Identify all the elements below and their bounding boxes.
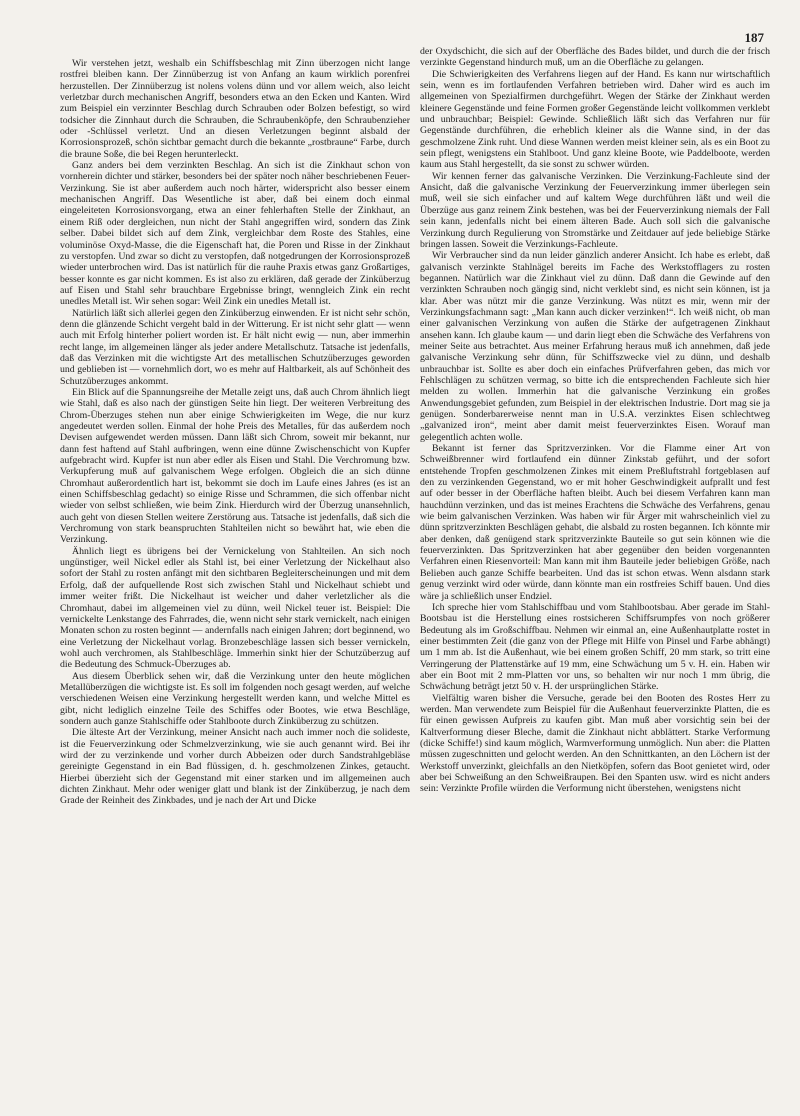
paragraph: Vielfältig waren bisher die Versuche, gerade bei den Booten des Rostes Herr zu werden. Man verwendete zum Beispiel für die Außenhaut feuerverzinkte Platten, die es für einen gewissen Aufpreis zu kaufen gibt. Man muß aber vorsichtig sein bei der Kaltverformung dieser Bleche, damit die Zinkhaut nicht abblättert. Starke Verformung (dicke Schiffe!) sind kaum möglich, Warmverformung unmöglich. Nun aber: die Platten müssen zugeschnitten und gelocht werden. An den Schnittkanten, an den Löchern ist der Werkstoff unverzinkt, gleichfalls an den Nietköpfen, sofern das Boot genietet wird, oder aber bei Schweißung an den Schweißraupen. Bei den Spanten usw. wird es nicht anders sein: Verzinkte Profile würden die Verformung nicht überstehen, wenigstens nicht — [420, 692, 770, 795]
paragraph: der Oxydschicht, die sich auf der Oberfläche des Bades bildet, und durch die der frisch verzinkte Gegenstand hindurch muß, um an die Oberfläche zu gelangen. — [420, 46, 770, 69]
paragraph: Ein Blick auf die Spannungsreihe der Metalle zeigt uns, daß auch Chrom ähnlich liegt wie Stahl, daß es also nach der günstigen Seite hin liegt. Der weiteren Verbreitung des Chrom-Überzuges stehen nun aber einige Schwierigkeiten im Wege, die nur kurz angedeutet werden sollen. Einmal der hohe Preis des Metalles, für das außerdem noch Devisen aufgewendet werden müssen. Dann läßt sich Chrom, soweit mir bekannt, nur dann fest haftend auf Stahl aufbringen, wenn eine dünne Zwischenschicht von Kupfer aufgebracht wird. Kupfer ist nun aber edler als Eisen und Stahl. Die Verchromung bzw. Verkupferung muß auf galvanischem Wege erfolgen. Obgleich die an sich dünne Chromhaut außerordentlich hart ist, bekommt sie doch im Laufe eines Jahres (es ist an einen Schiffsbeschlag gedacht) so einige Risse und Schrammen, die sich offenbar nicht wieder von selbst schließen, wie beim Zink. Hierdurch wird der Überzug unansehnlich, auch geht von diesen Stellen weitere Zerstörung aus. Tatsache ist jedenfalls, daß sich die Verchromung von stark beanspruchten Stahlteilen nicht so bewährt hat, wie eben die Verzinkung. — [60, 386, 410, 546]
page-number: 187 — [744, 30, 764, 45]
left-column — [60, 58, 410, 807]
paragraph: Ähnlich liegt es übrigens bei der Vernickelung von Stahlteilen. An sich noch ungünstiger, weil Nickel edler als Stahl ist, bei einer Verletzung der Nickelhaut also sofort der Stahl zu rosten anfängt mit den sichtbaren Begleiterscheinungen und mit dem Erfolg, daß der aufquellende Rost sich zwischen Stahl und Nickelhaut schiebt und immer weiter frißt. Die Nickelhaut ist weicher und daher verletzlicher als die Chromhaut, dabei im allgemeinen viel zu dünn, weil Nickel teuer ist. Beispiel: Die vernickelte Lenkstange des Fahrrades, die, wenn nicht sehr stark vernickelt, nach einigen Monaten schon zu rosten beginnt — andernfalls nach einigen Jahren; dort beginnend, wo eine Verletzung der Nickelhaut vorlag. Bronzebeschläge lassen sich besser vernickeln, wohl auch verchromen, als Stahlbeschläge. Immerhin sinkt hier der Schutzüberzug auf die Bedeutung des Schmuck-Überzuges ab. — [60, 545, 410, 671]
paragraph: Wir kennen ferner das galvanische Verzinken. Die Verzinkung-Fachleute sind der Ansicht, daß die galvanische Verzinkung der Feuerverzinkung immer überlegen sein muß, weil sie sich einfacher und auf kaltem Wege durchführen läßt und weil die Überzüge aus ganz reinem Zink bestehen, was bei der Feuerverzinkung niemals der Fall sein kann, jedenfalls nicht bei einem älteren Bade. Auch soll sich die galvanische Verzinkung durch Regulierung von Stromstärke und Zeitdauer auf jede beliebige Stärke bringen lassen. Soweit die Verzinkungs-Fachleute. — [420, 170, 770, 250]
paragraph: Die älteste Art der Verzinkung, meiner Ansicht nach auch immer noch die solideste, ist die Feuerverzinkung oder Schmelzverzinkung, wie sie auch genannt wird. Bei ihr wird der zu verzinkende und vorher durch Abbeizen oder durch Sandstrahlgebläse gereinigte Gegenstand in ein Bad flüssigen, d. h. geschmolzenen Zinkes, getaucht. Hierbei überzieht sich der Gegenstand mit einer starken und im allgemeinen auch dichten Zinkhaut. Mehr oder weniger glatt und blank ist der Zinküberzug, je nach dem Grade der Reinheit des Zinkbades, und je nach der Art und Dicke — [60, 727, 410, 807]
right-column — [420, 46, 770, 795]
paragraph: Bekannt ist ferner das Spritzverzinken. Vor die Flamme einer Art von Schweißbrenner wird fortlaufend ein dünner Zinkstab geführt, und der sofort entstehende Tropfen geschmolzenen Zinkes mit einem Preßluftstrahl fortgeblasen auf den zu verzinkenden Gegenstand, wo er mit hoher Geschwindigkeit aufprallt und fest auf oder besser in der Oberfläche haften bleibt. Auch bei diesem Verfahren kann man hauchdünn verzinken, und das ist meines Erachtens die Schwäche des Verfahrens, genau wie beim galvanischen Verzinken. Was haben wir für Ärger mit wahrscheinlich viel zu dünn spritzverzinkten Beschlägen gehabt, die alsbald zu rosten begannen. Ich könnte mir aber denken, daß genügend stark spritzverzinkte Bauteile so gut sein können wie die feuerverzinkten. Das Spritzverzinken hat aber gegenüber den beiden vorgenannten Verfahren einen Riesenvorteil: Man kann mit ihm Bauteile jeder beliebigen Größe, nach Belieben auch ganze Schiffe bearbeiten. Und das ist schon etwas. Wenn alsdann stark genug verzinkt wird oder würde, dann könnte man ein rostfreies Schiff bauen. Und dies wäre ja schließlich unser Endziel. — [420, 443, 770, 602]
paragraph: Die Schwierigkeiten des Verfahrens liegen auf der Hand. Es kann nur wirtschaftlich sein, wenn es im fortlaufenden Verfahren betrieben wird. Daher wird es auch im allgemeinen von Spezialfirmen durchgeführt. Wegen der Stärke der Zinkhaut werden kleinere Gegenstände und feine Formen großer Gegenstände leicht vollkommen verklebt und unbrauchbar; Beispiel: Gewinde. Schließlich läßt sich das Verfahren nur für Gegenstände durchführen, die erheblich kleiner als die Wanne sind, in der das geschmolzene Zink ruht. Und diese Wannen werden meist kleiner sein, als es ein Boot zu sein pflegt, wenigstens ein Stahlboot. Und ganz kleine Boote, wie Paddelboote, werden kaum aus Stahl hergestellt, da sie sonst zu schwer würden. — [420, 68, 770, 171]
paragraph: Wir Verbraucher sind da nun leider gänzlich anderer Ansicht. Ich habe es erlebt, daß galvanisch verzinkte Stahlnägel bereits im Fache des Werkstofflagers zu rosten begannen. Natürlich war die Zinkhaut viel zu dünn. Daß dann die Gewinde auf den verzinkten Schrauben noch gängig sind, nicht verklebt sind, es nicht sein können, ist ja klar. Aber was nützt mir die ganze Verzinkung. Was nützt es mir, wenn mir der Verzinkungsfachmann sagt: „Man kann auch dicker verzinken!“. Ich weiß nicht, ob man einer galvanischen Verzinkung von außen die Stärke der aufgetragenen Zinkhaut ansehen kann. Ich glaube kaum — und darin liegt eben die Schwäche des Verfahrens von meiner Seite aus betrachtet. Aus meiner Erfahrung heraus muß ich annehmen, daß jede galvanische Verzinkung sehr dünn, für Schiffszwecke viel zu dünn, und deshalb unbrauchbar ist. Sollte es aber doch ein einfaches Prüfverfahren geben, das mich vor Fehlschlägen zu schützen vermag, so bitte ich die entsprechenden Fachleute sich hier melden zu wollen. Immerhin hat die galvanische Verzinkung ein großes Anwendungsgebiet gefunden, zum Beispiel in der elektrischen Industrie. Dort mag sie ja genügen. Sonderbarerweise nennt man in U.S.A. verzinktes Eisen schlechtweg „galvanized iron“, meint aber damit meist feuerverzinktes Eisen. Worauf man gelegentlich achten wolle. — [420, 250, 770, 443]
paragraph: Ganz anders bei dem verzinkten Beschlag. An sich ist die Zinkhaut schon von vornherein dichter und stärker, besonders bei der später noch näher beschriebenen Feuer-Verzinkung. Sie ist aber außerdem auch noch härter, widerspricht also besser einem mechanischen Angriff. Das Wesentliche ist aber, daß bei einem doch einmal eingeleiteten Korrosionsvorgang, etwa an einer fehlerhaften Stelle der Zinkhaut, an einem Riß oder dergleichen, nun nicht der Stahl angegriffen wird, sondern das Zink selber. Dabei bildet sich auf dem Zink, vergleichbar dem Roste des Stahles, eine voluminöse Oxyd-Masse, die die Eigenschaft hat, die Poren und Risse in der Zinkhaut zu verstopfen. Und zwar so dicht zu verstopfen, daß notgedrungen der Korrosionsprozeß wieder unterbrochen wird. Das ist natürlich für die rauhe Praxis etwas ganz Großartiges, besser konnte es gar nicht kommen. Es ist also zu erklären, daß gerade der Zinküberzug auf Eisen und Stahl sehr brauchbare Ergebnisse bringt, wenngleich Zink ein recht unedles Metall ist. Wir sehen sogar: Weil Zink ein unedles Metall ist. — [60, 160, 410, 308]
paragraph: Aus diesem Überblick sehen wir, daß die Verzinkung unter den heute möglichen Metallüberzügen die wichtigste ist. Es soll im folgenden noch gesagt werden, auf welche verschiedenen Weisen eine Verzinkung hergestellt werden kann, und welche Mittel es gibt, nicht lediglich einzelne Teile des Schiffes oder Bootes, wie etwa Beschläge, sondern auch ganze Stahlschiffe oder Stahlboote durch Zinküberzug zu schützen. — [60, 670, 410, 727]
paragraph: Ich spreche hier vom Stahlschiffbau und vom Stahlbootsbau. Aber gerade im Stahl-Bootsbau ist die Herstellung eines rostsicheren Schiffsrumpfes von noch größerer Bedeutung als im Großschiffbau. Nehmen wir einmal an, eine Außenhautplatte rostet in einer bestimmten Zeit (die ganz von der Pflege mit Hilfe von Pinsel und Farbe abhängt) um 1 mm ab. Ist die Außenhaut, wie bei einem großen Schiff, 20 mm stark, so tritt eine Verringerung der Plattenstärke auf 19 mm, eine Schwächung um 5 v. H. ein. Haben wir aber ein Boot mit 2 mm-Platten vor uns, so behalten wir nur noch 1 mm übrig, die Schwächung beträgt jetzt 50 v. H. der ursprünglichen Stärke. — [420, 601, 770, 693]
paragraph: Natürlich läßt sich allerlei gegen den Zinküberzug einwenden. Er ist nicht sehr schön, denn die glänzende Schicht vergeht bald in der Witterung. Er ist nicht sehr glatt — wenn auch mit Erfolg hinterher poliert worden ist. Er hält nicht ewig — nun, aber immerhin recht lange, im allgemeinen länger als jeder andere Metallschutz. Tatsache ist jedenfalls, daß das Verzinken mit die wichtigste Art des metallischen Schutzüberzuges geworden und geblieben ist — vornehmlich dort, wo es mehr auf Haltbarkeit, als auf Schönheit des Schutzüberzuges ankommt. — [60, 307, 410, 387]
paragraph: Wir verstehen jetzt, weshalb ein Schiffsbeschlag mit Zinn überzogen nicht lange rostfrei bleiben kann. Der Zinnüberzug ist von Anfang an kaum wirklich porenfrei herzustellen. Der Zinnüberzug ist nolens volens dünn und vor allem weich, also leicht verletzbar durch mechanischen Angriff, besonders etwa an den Ecken und Kanten. Wird zum Beispiel ein verzinnter Beschlag durch Schrauben oder Bolzen befestigt, so wird todsicher die Zinnhaut durch die Schrauben, die Schraubenköpfe, den Schraubenzieher oder -Schlüssel verletzt. Und an diesen Verletzungen beginnt alsbald der Korrosionsprozeß, schön sichtbar gemacht durch die bekannte „rostbraune“ Farbe, durch die braune Soße, die bei Regen herunterleckt. — [60, 58, 410, 160]
